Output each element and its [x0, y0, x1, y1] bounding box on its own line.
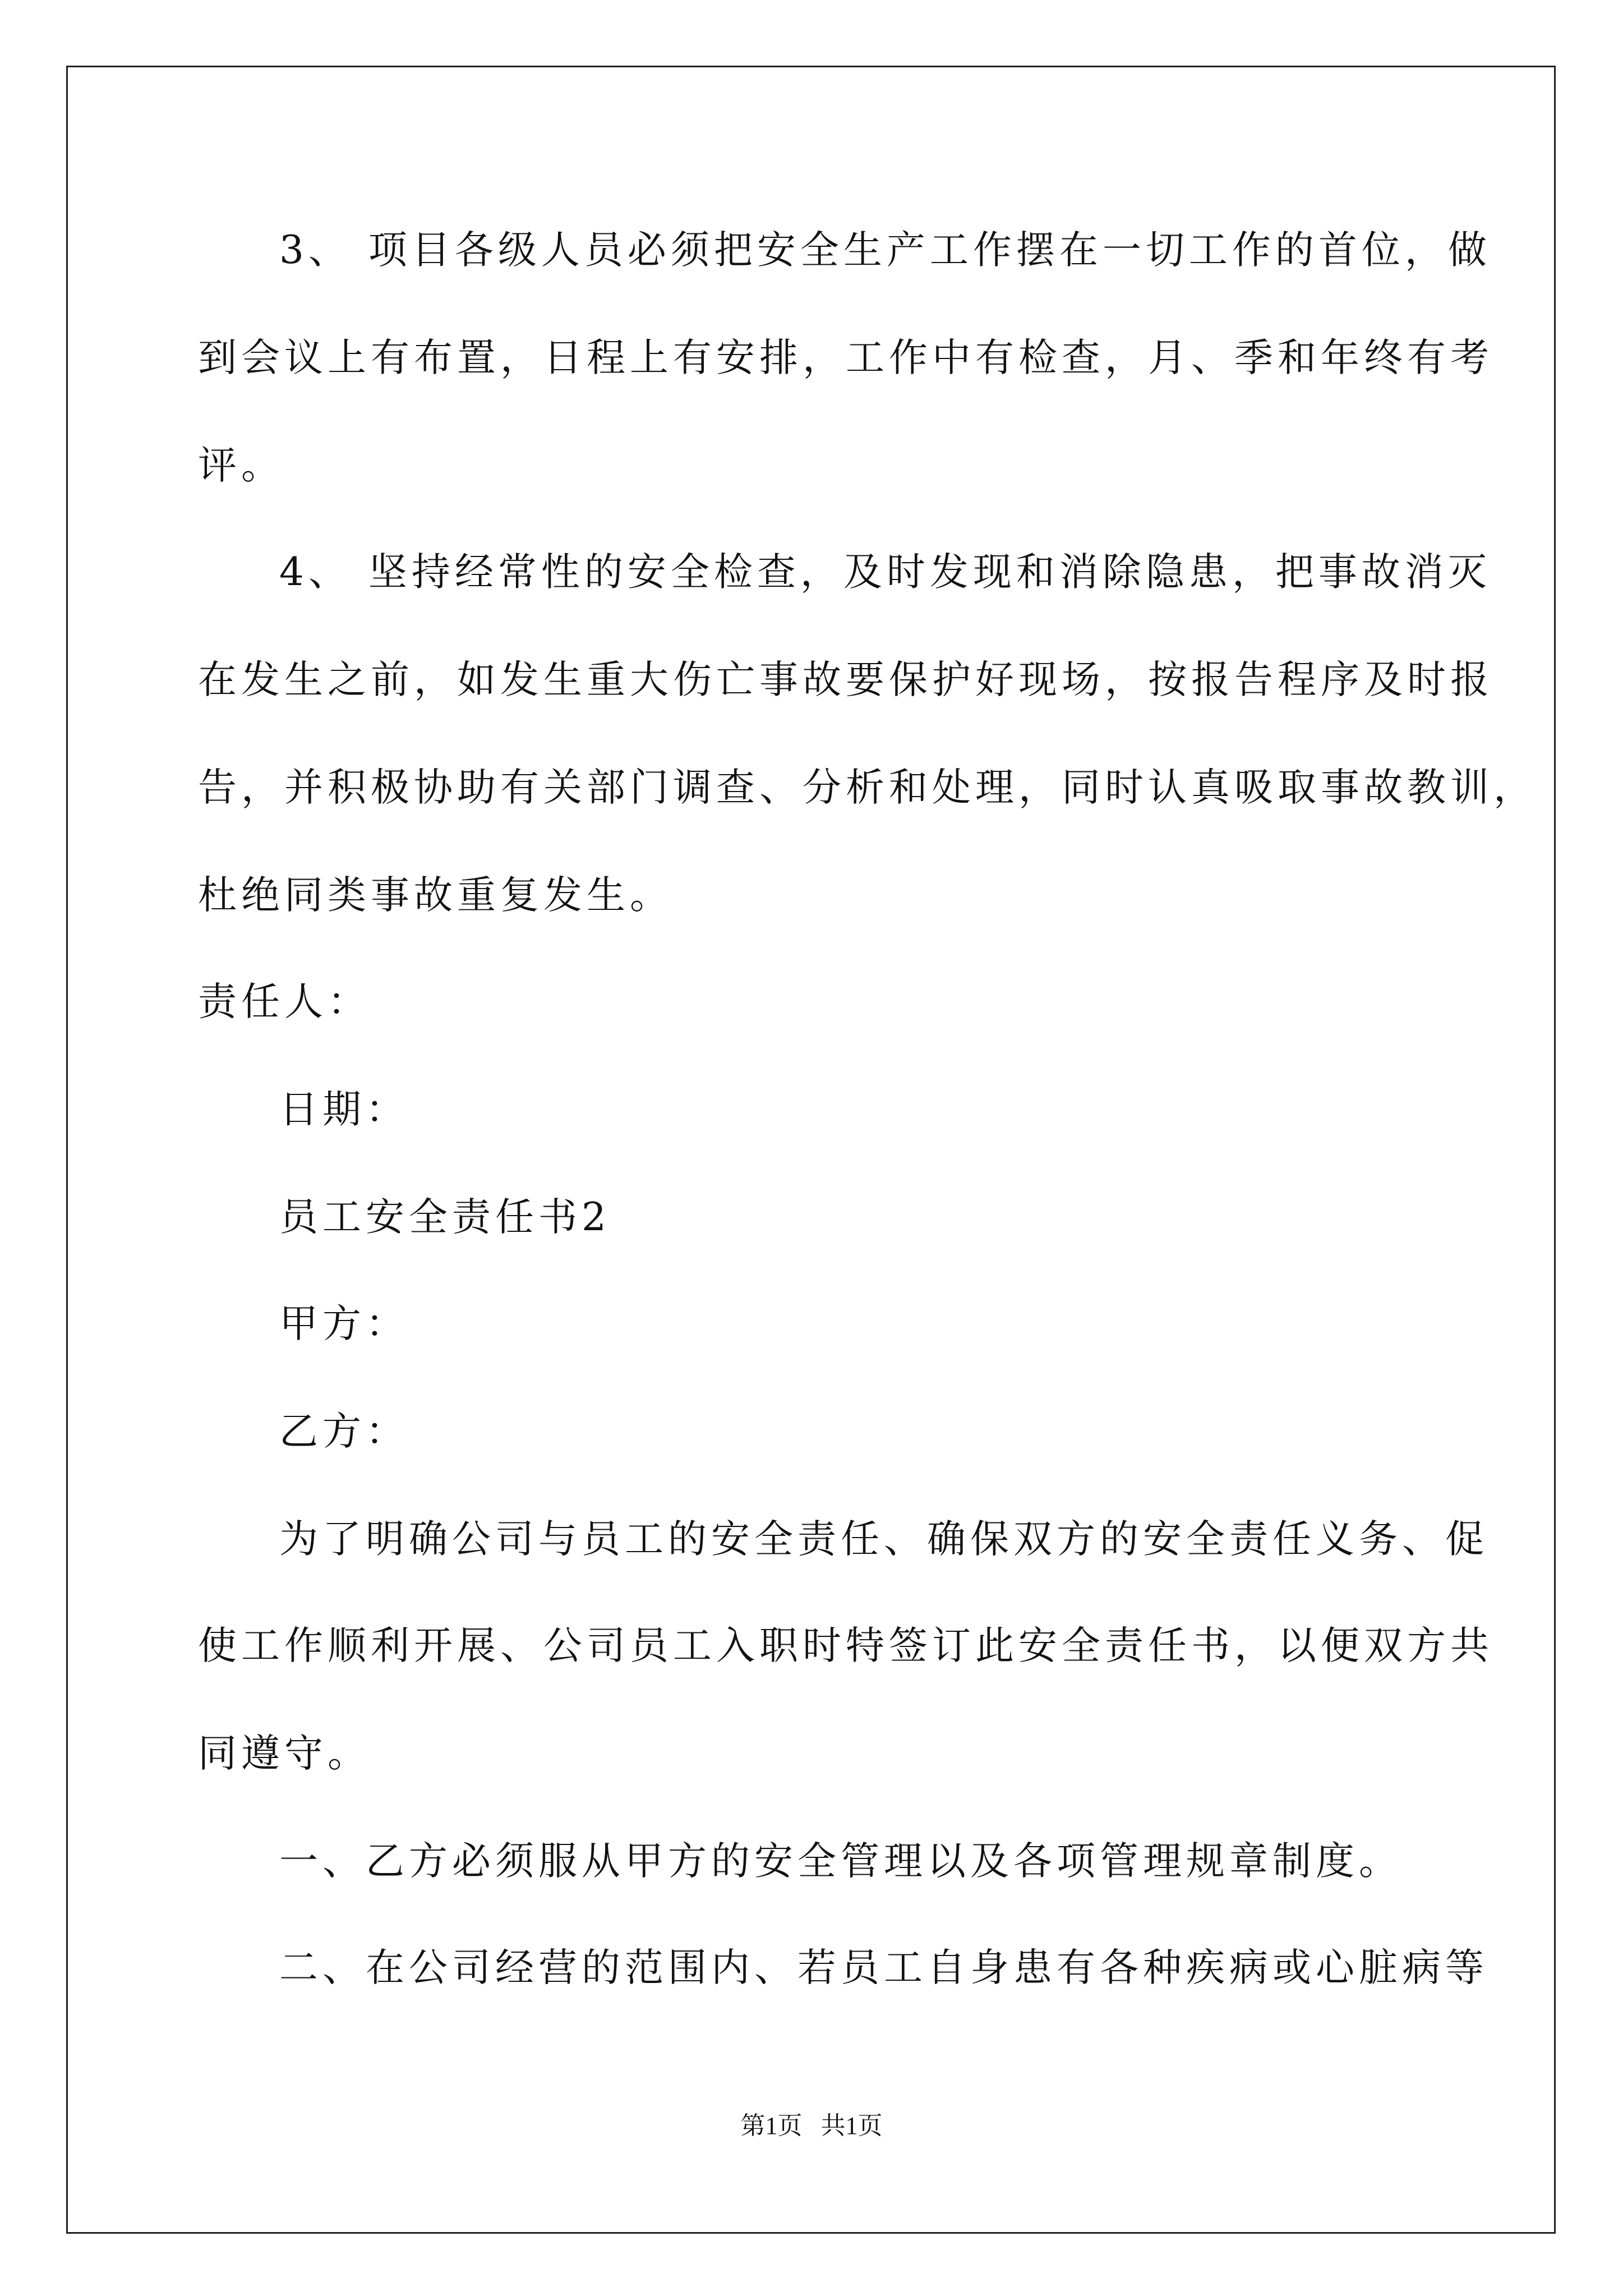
intro-line-2: 使工作顺利开展、公司员工入职时特签订此安全责任书，以便双方共 [198, 1623, 1493, 1668]
paragraph-4-line-3: 告，并积极协助有关部门调查、分析和处理，同时认真吸取事故教训， [198, 765, 1537, 810]
paragraph-4-line-4: 杜绝同类事故重复发生。 [198, 873, 673, 918]
section-title: 员工安全责任书2 [279, 1195, 611, 1240]
paragraph-3-line-2: 到会议上有布置，日程上有安排，工作中有检查，月、季和年终有考 [198, 335, 1493, 380]
clause-2-line-1: 二、在公司经营的范围内、若员工自身患有各种疾病或心脏病等 [279, 1945, 1488, 1990]
responsible-person-label: 责任人： [198, 979, 371, 1024]
paragraph-3-line-3: 评。 [198, 443, 284, 488]
paragraph-3-line-1: 3、 项目各级人员必须把安全生产工作摆在一切工作的首位，做 [279, 228, 1491, 273]
paragraph-4-line-1: 4、 坚持经常性的安全检查，及时发现和消除隐患，把事故消灭 [279, 550, 1491, 595]
intro-line-3: 同遵守。 [198, 1731, 371, 1776]
page-border [66, 66, 1556, 2234]
date-label: 日期： [279, 1087, 409, 1132]
paragraph-4-line-2: 在发生之前，如发生重大伤亡事故要保护好现场，按报告程序及时报 [198, 657, 1493, 702]
party-b-label: 乙方： [279, 1409, 409, 1454]
intro-line-1: 为了明确公司与员工的安全责任、确保双方的安全责任义务、促 [279, 1517, 1488, 1562]
party-a-label: 甲方： [279, 1301, 409, 1346]
page-footer: 第1页 共1页 [740, 2112, 883, 2139]
clause-1: 一、乙方必须服从甲方的安全管理以及各项管理规章制度。 [279, 1839, 1402, 1884]
